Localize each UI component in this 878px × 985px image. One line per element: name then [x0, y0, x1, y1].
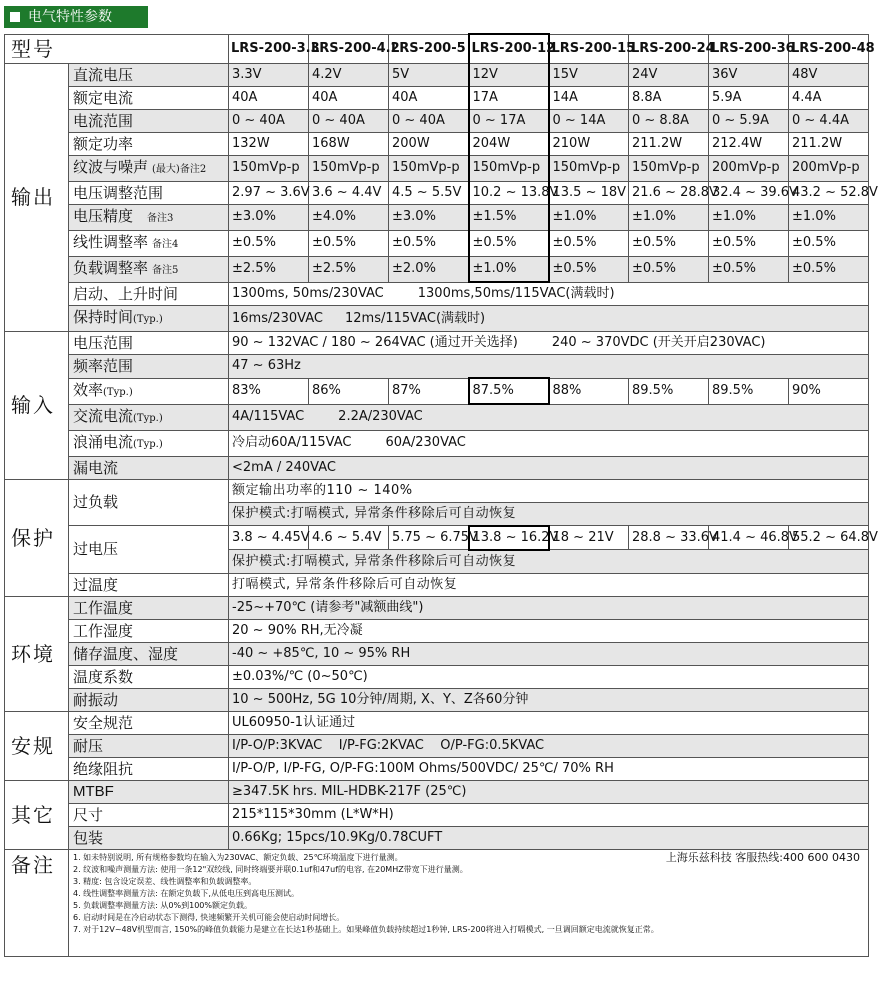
row-label: 工作温度	[69, 596, 229, 619]
value-cell: 40A	[389, 86, 469, 109]
spec-table	[4, 33, 878, 957]
value-cell: 150mVp-p	[229, 155, 309, 181]
value-cell: ±0.5%	[709, 230, 789, 256]
value-cell: 150mVp-p	[469, 155, 549, 181]
value-cell: 3.6 ~ 4.4V	[309, 181, 389, 204]
value-cell: 41.4 ~ 46.8V	[709, 526, 789, 550]
value-cell: ≥347.5K hrs. MIL-HDBK-217F (25℃)	[229, 780, 869, 803]
model-header: LRS-200-5	[389, 34, 469, 63]
row-label	[69, 256, 229, 282]
value-text: 90 ~ 132VAC / 180 ~ 264VAC (通过开关选择)	[232, 335, 518, 350]
value-cell: 215*115*30mm (L*W*H)	[229, 803, 869, 826]
value-cell: ±1.0%	[549, 204, 629, 230]
value-cell: 10 ~ 500Hz, 5G 10分钟/周期, X、Y、Z各60分钟	[229, 688, 869, 711]
value-cell: 18 ~ 21V	[549, 526, 629, 550]
section-title-text: 电气特性参数	[28, 9, 112, 25]
spec-row	[5, 526, 869, 550]
value-cell: 150mVp-p	[549, 155, 629, 181]
value-cell: 5.75 ~ 6.75V	[389, 526, 469, 550]
value-cell: 48V	[789, 63, 869, 86]
value-text: 12ms/115VAC(满载时)	[344, 310, 486, 326]
category-environment: 环境	[5, 596, 69, 711]
value-cell	[229, 430, 869, 456]
spec-row	[5, 404, 869, 430]
value-cell: 24V	[629, 63, 709, 86]
value-cell: 0 ~ 40A	[389, 109, 469, 132]
value-cell: 211.2W	[629, 132, 709, 155]
category-others: 其它	[5, 780, 69, 849]
spec-row	[5, 306, 869, 332]
category-protection: 保护	[5, 479, 69, 596]
note-item: 3. 精度: 包含设定误差、线性调整率和负载调整率。	[73, 876, 257, 886]
value-cell: ±0.5%	[549, 230, 629, 256]
value-cell: 打嗝模式, 异常条件移除后可自动恢复	[229, 573, 869, 596]
typ-note: (Typ.)	[133, 412, 163, 424]
row-label: 额定电流	[69, 86, 229, 109]
value-cell: 0 ~ 4.4A	[789, 109, 869, 132]
spec-row	[5, 204, 869, 230]
value-cell: 47 ~ 63Hz	[229, 355, 869, 379]
spec-row	[5, 132, 869, 155]
value-cell: ±0.5%	[629, 230, 709, 256]
row-label: 尺寸	[69, 803, 229, 826]
value-cell: ±4.0%	[309, 204, 389, 230]
value-cell: 5V	[389, 63, 469, 86]
value-cell: 87.5%	[469, 378, 549, 404]
value-cell: 10.2 ~ 13.8V	[469, 181, 549, 204]
row-label	[69, 230, 229, 256]
value-cell: ±0.5%	[789, 230, 869, 256]
row-label-text: 效率	[73, 380, 104, 399]
spec-row	[5, 734, 869, 757]
value-cell: 13.5 ~ 18V	[549, 181, 629, 204]
model-header: LRS-200-48	[789, 34, 869, 63]
category-notes: 备注	[5, 849, 69, 956]
model-header: LRS-200-12	[469, 34, 549, 63]
note-item: 4. 线性调整率测量方法: 在额定负载下,从低电压到高电压测试。	[73, 888, 299, 898]
value-cell: 4.6 ~ 5.4V	[309, 526, 389, 550]
model-row	[5, 34, 869, 63]
spec-row	[5, 378, 869, 404]
value-cell: ±2.5%	[229, 256, 309, 282]
row-label: 绝缘阻抗	[69, 757, 229, 780]
value-cell: 8.8A	[629, 86, 709, 109]
row-label: 安全规范	[69, 711, 229, 734]
value-cell: 21.6 ~ 28.8V	[629, 181, 709, 204]
spec-row	[5, 355, 869, 379]
note-item: 2. 纹波和噪声测量方法: 使用一条12"双绞线, 同时终端要并联0.1uf和47uf的电容, 在20MHZ带宽下进行量测。	[73, 864, 468, 874]
value-cell: 0.66Kg; 15pcs/10.9Kg/0.78CUFT	[229, 826, 869, 849]
spec-row	[5, 282, 869, 306]
typ-note: (Typ.)	[133, 314, 163, 325]
value-cell	[229, 306, 869, 332]
spec-row	[5, 479, 869, 502]
spec-row	[5, 803, 869, 826]
value-cell	[229, 282, 869, 306]
note-ref: 备注3	[147, 212, 174, 224]
square-icon	[10, 12, 20, 22]
spec-row	[5, 230, 869, 256]
row-label	[69, 204, 229, 230]
value-cell: 211.2W	[789, 132, 869, 155]
spec-row	[5, 757, 869, 780]
row-label: 工作湿度	[69, 619, 229, 642]
row-label-text: 电压精度	[73, 206, 134, 225]
spec-row	[5, 63, 869, 86]
notes-cell	[69, 849, 869, 956]
value-cell: 87%	[389, 378, 469, 404]
value-cell: ±3.0%	[389, 204, 469, 230]
value-cell: 150mVp-p	[389, 155, 469, 181]
section-title	[4, 6, 148, 28]
typ-note: (Typ.)	[133, 438, 163, 450]
row-label	[69, 404, 229, 430]
value-text: 冷启动60A/115VAC	[232, 435, 352, 450]
value-cell: I/P-O/P:3KVAC I/P-FG:2KVAC O/P-FG:0.5KVAC	[229, 734, 869, 757]
value-cell: 32.4 ~ 39.6V	[709, 181, 789, 204]
row-label	[69, 155, 229, 181]
row-label: 额定功率	[69, 132, 229, 155]
hotline-text: 上海乐兹科技 客服热线:400 600 0430	[665, 850, 860, 864]
model-header: LRS-200-4.2	[309, 34, 389, 63]
row-label: 启动、上升时间	[69, 282, 229, 306]
value-cell: ±1.0%	[709, 204, 789, 230]
row-label: 电压范围	[69, 332, 229, 355]
note-item: 7. 对于12V~48V机型而言, 150%的峰值负载能力是建立在长达1秒基础上。如果峰值负载持续超过1秒钟, LRS-200将进入打嗝模式, 一旦调回额定电流就恢复正常。	[73, 924, 659, 934]
spec-row	[5, 573, 869, 596]
note-item: 5. 负载调整率测量方法: 从0%到100%额定负载。	[73, 900, 252, 910]
spec-row	[5, 109, 869, 132]
value-text: 60A/230VAC	[385, 435, 466, 450]
row-label: 过温度	[69, 573, 229, 596]
value-text: 16ms/230VAC	[232, 310, 323, 326]
row-label: 温度系数	[69, 665, 229, 688]
value-cell: 200mVp-p	[709, 155, 789, 181]
value-cell: UL60950-1认证通过	[229, 711, 869, 734]
spec-row	[5, 430, 869, 456]
spec-row	[5, 256, 869, 282]
value-cell: 0 ~ 14A	[549, 109, 629, 132]
value-cell: 83%	[229, 378, 309, 404]
value-cell: ±3.0%	[229, 204, 309, 230]
category-output: 输出	[5, 63, 69, 332]
row-label: 过电压	[69, 526, 229, 574]
value-cell	[229, 332, 869, 355]
row-label-text: 负载调整率	[73, 258, 149, 277]
value-cell: 200mVp-p	[789, 155, 869, 181]
value-text: 1300ms, 50ms/230VAC	[232, 286, 384, 301]
spec-row	[5, 155, 869, 181]
value-cell: ±0.5%	[789, 256, 869, 282]
value-text: 240 ~ 370VDC (开关开启230VAC)	[551, 335, 766, 350]
note-ref: (最大)备注2	[152, 163, 207, 175]
value-cell: ±0.5%	[469, 230, 549, 256]
value-cell: ±0.5%	[389, 230, 469, 256]
row-label: 漏电流	[69, 456, 229, 479]
value-cell: ±1.0%	[789, 204, 869, 230]
value-cell: 17A	[469, 86, 549, 109]
model-header: LRS-200-15	[549, 34, 629, 63]
value-cell: 150mVp-p	[629, 155, 709, 181]
value-cell: ±0.5%	[629, 256, 709, 282]
value-cell: 额定输出功率的110 ~ 140%	[229, 479, 869, 502]
value-cell: 212.4W	[709, 132, 789, 155]
value-cell	[229, 404, 869, 430]
value-cell: 2.97 ~ 3.6V	[229, 181, 309, 204]
value-cell: -25~+70℃ (请参考"减额曲线")	[229, 596, 869, 619]
row-label	[69, 430, 229, 456]
value-cell: ±1.0%	[629, 204, 709, 230]
value-cell: I/P-O/P, I/P-FG, O/P-FG:100M Ohms/500VDC/ 25℃/ 70% RH	[229, 757, 869, 780]
category-safety: 安规	[5, 711, 69, 780]
notes-row	[5, 849, 869, 956]
spec-row	[5, 619, 869, 642]
spec-row	[5, 86, 869, 109]
note-ref: 备注4	[152, 238, 179, 250]
spec-row	[5, 332, 869, 355]
value-text: 1300ms,50ms/115VAC(满载时)	[417, 286, 615, 301]
model-header: LRS-200-36	[709, 34, 789, 63]
row-label-text: 浪涌电流	[73, 432, 134, 451]
value-cell: ±0.5%	[709, 256, 789, 282]
value-cell: 55.2 ~ 64.8V	[789, 526, 869, 550]
notes-list	[73, 852, 864, 936]
spec-row	[5, 596, 869, 619]
value-cell: ±2.0%	[389, 256, 469, 282]
value-cell: 200W	[389, 132, 469, 155]
row-label: 耐压	[69, 734, 229, 757]
value-cell: 40A	[229, 86, 309, 109]
value-cell: 132W	[229, 132, 309, 155]
value-cell: 43.2 ~ 52.8V	[789, 181, 869, 204]
value-cell: 13.8 ~ 16.2V	[469, 526, 549, 550]
note-item: 6. 启动时间是在冷启动状态下测得, 快速频繁开关机可能会使启动时间增长。	[73, 912, 345, 922]
value-cell: 4.4A	[789, 86, 869, 109]
spec-row	[5, 642, 869, 665]
row-label: 耐振动	[69, 688, 229, 711]
value-cell: 0 ~ 17A	[469, 109, 549, 132]
value-cell: 5.9A	[709, 86, 789, 109]
value-cell: 168W	[309, 132, 389, 155]
row-label: 过负载	[69, 479, 229, 526]
row-label: 直流电压	[69, 63, 229, 86]
row-label: 包装	[69, 826, 229, 849]
value-cell: 28.8 ~ 33.6V	[629, 526, 709, 550]
category-input: 输入	[5, 332, 69, 480]
note-item: 1. 如未特别说明, 所有规格参数均在输入为230VAC、额定负载、25℃环境温度下进行量测。	[73, 852, 403, 862]
value-cell: ±0.5%	[309, 230, 389, 256]
spec-row	[5, 826, 869, 849]
value-cell: 保护模式:打嗝模式, 异常条件移除后可自动恢复	[229, 502, 869, 526]
value-cell: 12V	[469, 63, 549, 86]
value-cell: ±1.0%	[469, 256, 549, 282]
spec-row	[5, 711, 869, 734]
value-cell: ±0.5%	[229, 230, 309, 256]
value-cell: -40 ~ +85℃, 10 ~ 95% RH	[229, 642, 869, 665]
value-cell: <2mA / 240VAC	[229, 456, 869, 479]
row-label: 储存温度、湿度	[69, 642, 229, 665]
row-label: MTBF	[69, 780, 229, 803]
value-cell: 40A	[309, 86, 389, 109]
value-cell: 89.5%	[629, 378, 709, 404]
typ-note: (Typ.)	[103, 386, 133, 398]
spec-row	[5, 665, 869, 688]
value-cell: 90%	[789, 378, 869, 404]
row-label: 频率范围	[69, 355, 229, 379]
value-cell: 14A	[549, 86, 629, 109]
value-cell: 3.8 ~ 4.45V	[229, 526, 309, 550]
value-cell: ±0.03%/℃ (0~50℃)	[229, 665, 869, 688]
spec-row	[5, 456, 869, 479]
value-cell: 88%	[549, 378, 629, 404]
value-cell: 36V	[709, 63, 789, 86]
value-cell: 15V	[549, 63, 629, 86]
value-cell: 0 ~ 8.8A	[629, 109, 709, 132]
value-cell: 0 ~ 5.9A	[709, 109, 789, 132]
row-label-text: 纹波与噪声	[73, 157, 149, 176]
row-label: 电流范围	[69, 109, 229, 132]
row-label-text: 交流电流	[73, 406, 134, 425]
value-cell: ±1.5%	[469, 204, 549, 230]
row-label: 电压调整范围	[69, 181, 229, 204]
value-text: 2.2A/230VAC	[338, 409, 423, 425]
row-label	[69, 378, 229, 404]
value-cell: 3.3V	[229, 63, 309, 86]
row-label-text: 线性调整率	[73, 232, 149, 251]
value-cell: 20 ~ 90% RH,无冷凝	[229, 619, 869, 642]
row-label-text: 保持时间	[73, 308, 134, 326]
value-cell: 89.5%	[709, 378, 789, 404]
value-cell: 0 ~ 40A	[229, 109, 309, 132]
value-cell: 4.2V	[309, 63, 389, 86]
model-header: LRS-200-24	[629, 34, 709, 63]
value-cell: 204W	[469, 132, 549, 155]
value-cell: 0 ~ 40A	[309, 109, 389, 132]
value-cell: 210W	[549, 132, 629, 155]
value-cell: 保护模式:打嗝模式, 异常条件移除后可自动恢复	[229, 550, 869, 574]
value-cell: ±0.5%	[549, 256, 629, 282]
spec-row	[5, 780, 869, 803]
model-label: 型号	[5, 34, 229, 63]
value-cell: ±2.5%	[309, 256, 389, 282]
value-cell: 150mVp-p	[309, 155, 389, 181]
model-header: LRS-200-3.3	[229, 34, 309, 63]
value-cell: 86%	[309, 378, 389, 404]
value-cell: 4.5 ~ 5.5V	[389, 181, 469, 204]
value-text: 4A/115VAC	[232, 409, 305, 425]
row-label	[69, 306, 229, 332]
spec-row	[5, 688, 869, 711]
note-ref: 备注5	[152, 264, 179, 276]
spec-row	[5, 181, 869, 204]
